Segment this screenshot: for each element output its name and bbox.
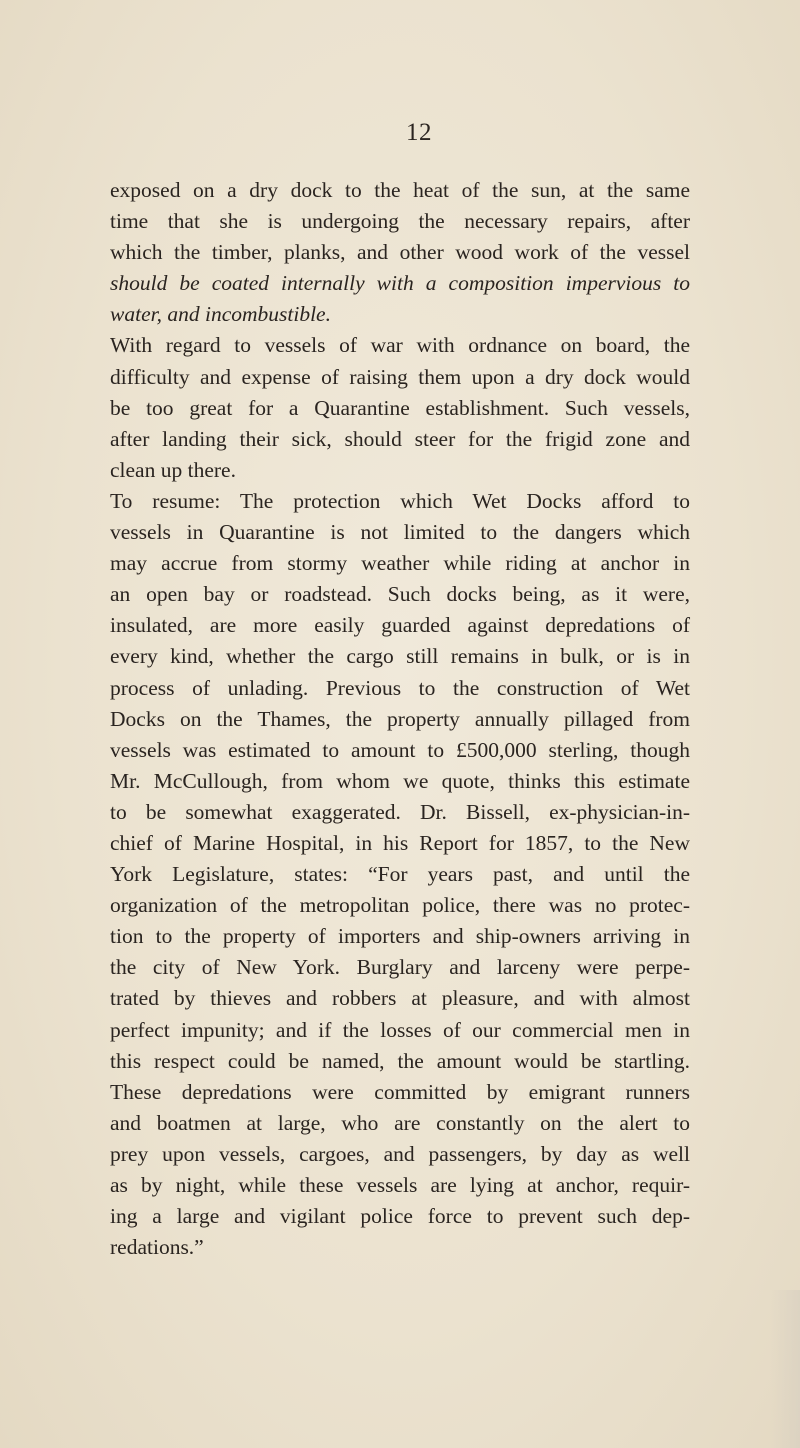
page-edge-shadow xyxy=(770,1290,800,1448)
text-line: ing a large and vigilant police force to prevent such dep- xyxy=(110,1204,690,1229)
text-line: York Legislature, states: “For years past, and until the xyxy=(110,862,690,887)
text-line: which the timber, planks, and other wood work of the vessel xyxy=(110,240,690,265)
text-line: organization of the metropolitan police, there was no protec- xyxy=(110,893,690,918)
text-line: process of unlading. Previous to the construction of Wet xyxy=(110,675,690,700)
text-line: and boatmen at large, who are constantly on the alert to xyxy=(110,1110,690,1135)
text-line: insulated, are more easily guarded against depredations of xyxy=(110,613,690,638)
text-line: be too great for a Quarantine establishment. Such vessels, xyxy=(110,395,690,420)
text-line: tion to the property of importers and ship-owners arriving in xyxy=(110,924,690,949)
text-line: to be somewhat exaggerated. Dr. Bissell, ex-physician-in- xyxy=(110,799,690,824)
text-line: may accrue from stormy weather while riding at anchor in xyxy=(110,551,690,576)
text-line: chief of Marine Hospital, in his Report for 1857, to the New xyxy=(110,830,690,855)
text-line: water, and incombustible. xyxy=(110,302,331,327)
text-line: time that she is undergoing the necessary repairs, after xyxy=(110,209,690,234)
text-line: Docks on the Thames, the property annually pillaged from xyxy=(110,706,690,731)
text-line: exposed on a dry dock to the heat of the sun, at the same xyxy=(110,178,690,202)
text-line: To resume: The protection which Wet Docks afford to xyxy=(110,488,690,513)
text-line: difficulty and expense of raising them upon a dry dock would xyxy=(110,364,690,389)
text-line: perfect impunity; and if the losses of our commercial men in xyxy=(110,1017,690,1042)
text-line: These depredations were committed by emigrant runners xyxy=(110,1079,690,1104)
text-line: With regard to vessels of war with ordnance on board, the xyxy=(110,333,690,358)
text-line: Mr. McCullough, from whom we quote, thinks this estimate xyxy=(110,768,690,793)
text-line: the city of New York. Burglary and larceny were perpe- xyxy=(110,955,690,980)
text-line: every kind, whether the cargo still remains in bulk, or is in xyxy=(110,644,690,669)
text-line: as by night, while these vessels are lying at anchor, requir- xyxy=(110,1173,690,1197)
text-line: redations.” xyxy=(110,1235,204,1260)
text-line: prey upon vessels, cargoes, and passengers, by day as well xyxy=(110,1141,690,1166)
page-number: 12 xyxy=(406,119,432,146)
text-line: vessels was estimated to amount to £500,000 sterling, though xyxy=(110,737,690,762)
text-line: trated by thieves and robbers at pleasure, and with almost xyxy=(110,986,690,1011)
text-line: this respect could be named, the amount would be startling. xyxy=(110,1048,690,1073)
text-line: vessels in Quarantine is not limited to the dangers which xyxy=(110,520,690,545)
text-line: an open bay or roadstead. Such docks being, as it were, xyxy=(110,582,690,607)
text-line: after landing their sick, should steer for the frigid zone and xyxy=(110,426,690,451)
body-text xyxy=(110,175,690,1263)
text-line: should be coated internally with a composition impervious to xyxy=(110,271,690,296)
text-line: clean up there. xyxy=(110,457,236,482)
